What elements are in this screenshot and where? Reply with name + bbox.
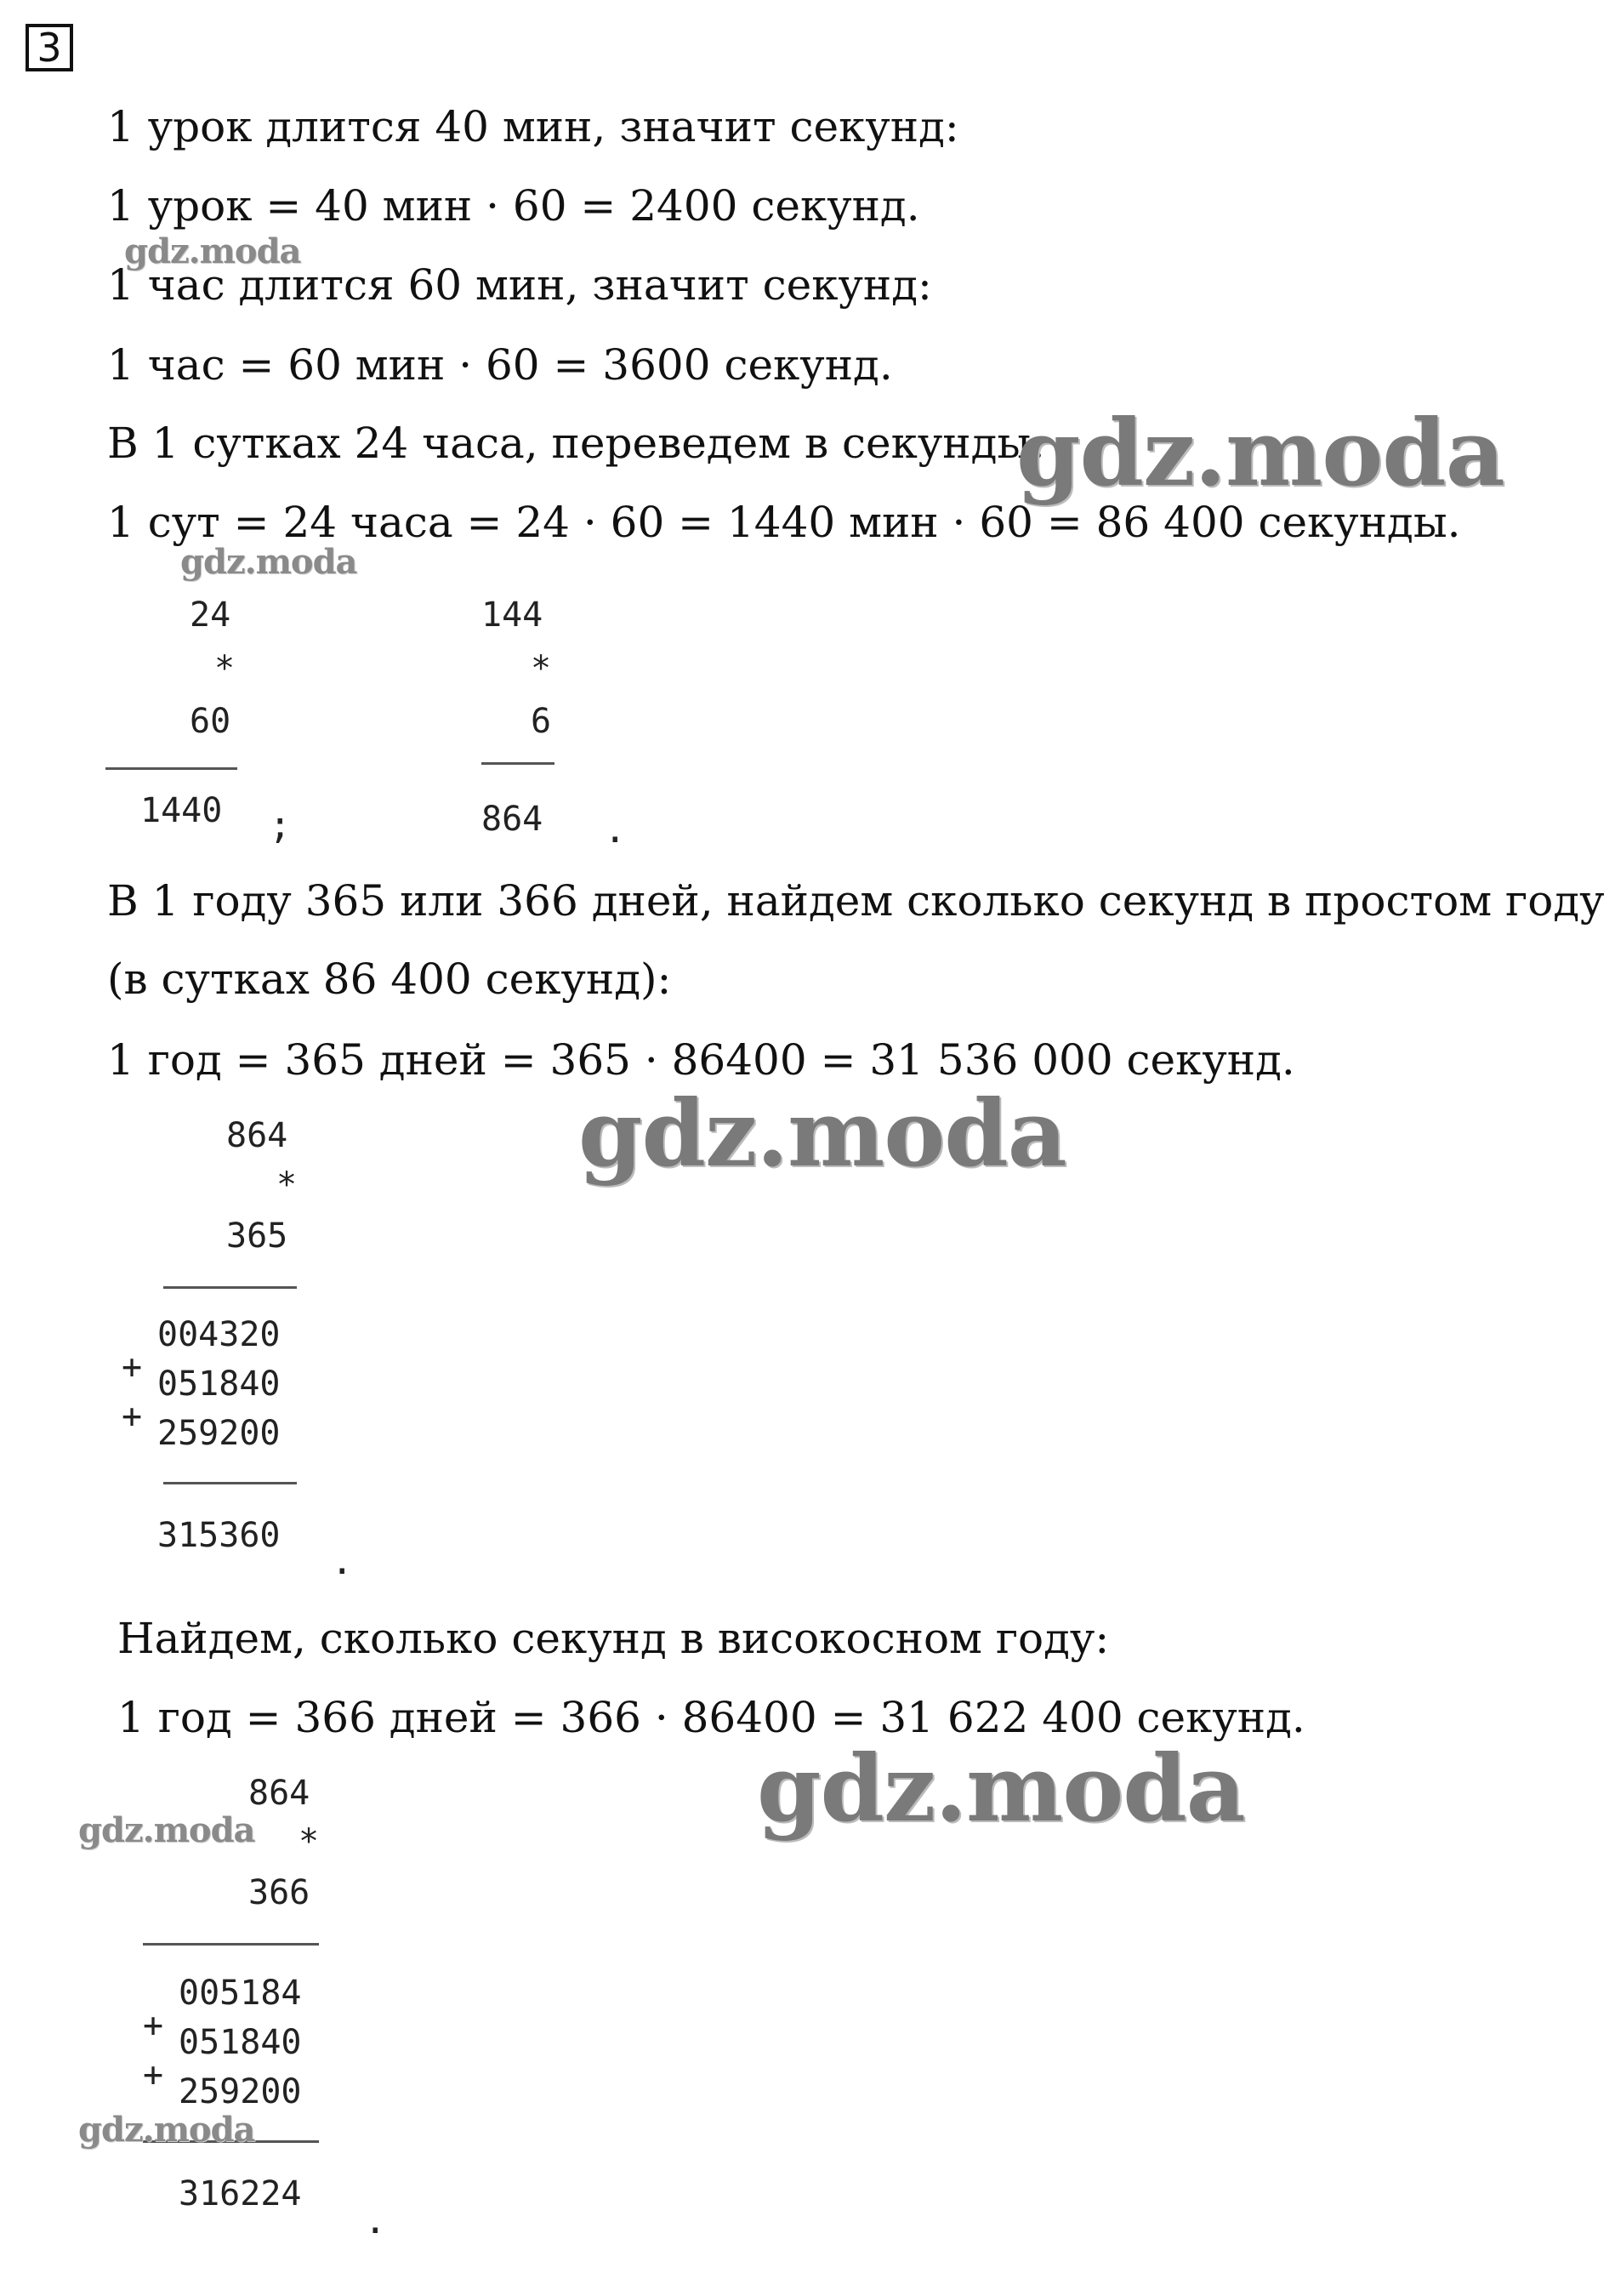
calc4-partial-2: 051840 (179, 2023, 302, 2062)
calc1-separator: ; (269, 804, 292, 847)
calc4-result: 316224 (179, 2174, 302, 2213)
calc1-operator: * (214, 649, 236, 688)
calc2-operator: * (531, 649, 552, 688)
calc2-operand-b: 6 (531, 702, 552, 741)
text-line-5: В 1 сутках 24 часа, переведем в секунды: (107, 419, 1046, 468)
watermark-7: gdz.moda (78, 2110, 255, 2150)
text-line-10: Найдем, сколько секунд в високосном году: (117, 1614, 1110, 1663)
calc3-partial-3: 259200 (157, 1414, 281, 1453)
calc1-result: 1440 (140, 791, 223, 830)
calc4-operator: * (299, 1822, 320, 1861)
calc4-partial-3: 259200 (179, 2072, 302, 2111)
text-line-3: 1 час длится 60 мин, значит секунд: (107, 260, 932, 310)
calc3-result: 315360 (157, 1516, 281, 1555)
text-line-4: 1 час = 60 мин · 60 = 3600 секунд. (107, 340, 893, 390)
calc4-operand-b: 366 (248, 1873, 310, 1912)
calc4-partial-1: 005184 (179, 1974, 302, 2013)
calc3-rule-1 (163, 1286, 297, 1289)
calc1-operand-a: 24 (190, 595, 231, 635)
text-line-11: 1 год = 366 дней = 366 · 86400 = 31 622 400 секунд. (117, 1693, 1305, 1742)
calc3-rule-2 (163, 1482, 297, 1484)
watermark-4: gdz.moda (578, 1080, 1066, 1188)
calc4-separator: . (364, 2199, 387, 2242)
watermark-1: gdz.moda (124, 231, 301, 271)
watermark-3: gdz.moda (180, 542, 357, 582)
watermark-5: gdz.moda (757, 1735, 1245, 1843)
calc2-separator: . (604, 808, 627, 852)
text-line-2: 1 урок = 40 мин · 60 = 2400 секунд. (107, 181, 920, 231)
watermark-2: gdz.moda (1016, 400, 1504, 507)
calc3-partial-1: 004320 (157, 1315, 281, 1354)
calc4-operand-a: 864 (248, 1774, 310, 1813)
calc1-rule (105, 767, 237, 770)
calc1-operand-b: 60 (190, 702, 231, 741)
text-line-1: 1 урок длится 40 мин, значит секунд: (107, 102, 959, 151)
calc4-rule-1 (143, 1943, 319, 1946)
calc3-operand-a: 864 (226, 1116, 288, 1155)
text-line-8: (в сутках 86 400 секунд): (107, 954, 672, 1004)
text-line-9: 1 год = 365 дней = 365 · 86400 = 31 536 000 секунд. (107, 1035, 1295, 1085)
calc4-plus-1: + (143, 2006, 164, 2045)
calc2-result: 864 (481, 800, 543, 839)
calc3-plus-1: + (122, 1347, 143, 1387)
calc3-partial-2: 051840 (157, 1364, 281, 1404)
text-line-7: В 1 году 365 или 366 дней, найдем сколько секунд в простом году (107, 876, 1605, 926)
watermark-6: gdz.moda (78, 1810, 255, 1850)
task-number-badge: 3 (26, 24, 73, 71)
text-line-6: 1 сут = 24 часа = 24 · 60 = 1440 мин · 60 = 86 400 секунды. (107, 498, 1461, 547)
calc3-separator: . (331, 1540, 354, 1583)
calc3-operand-b: 365 (226, 1216, 288, 1256)
calc2-operand-a: 144 (481, 595, 543, 635)
calc3-plus-2: + (122, 1397, 143, 1436)
calc2-rule (481, 762, 554, 765)
calc4-plus-2: + (143, 2055, 164, 2094)
calc3-operator: * (276, 1165, 298, 1205)
